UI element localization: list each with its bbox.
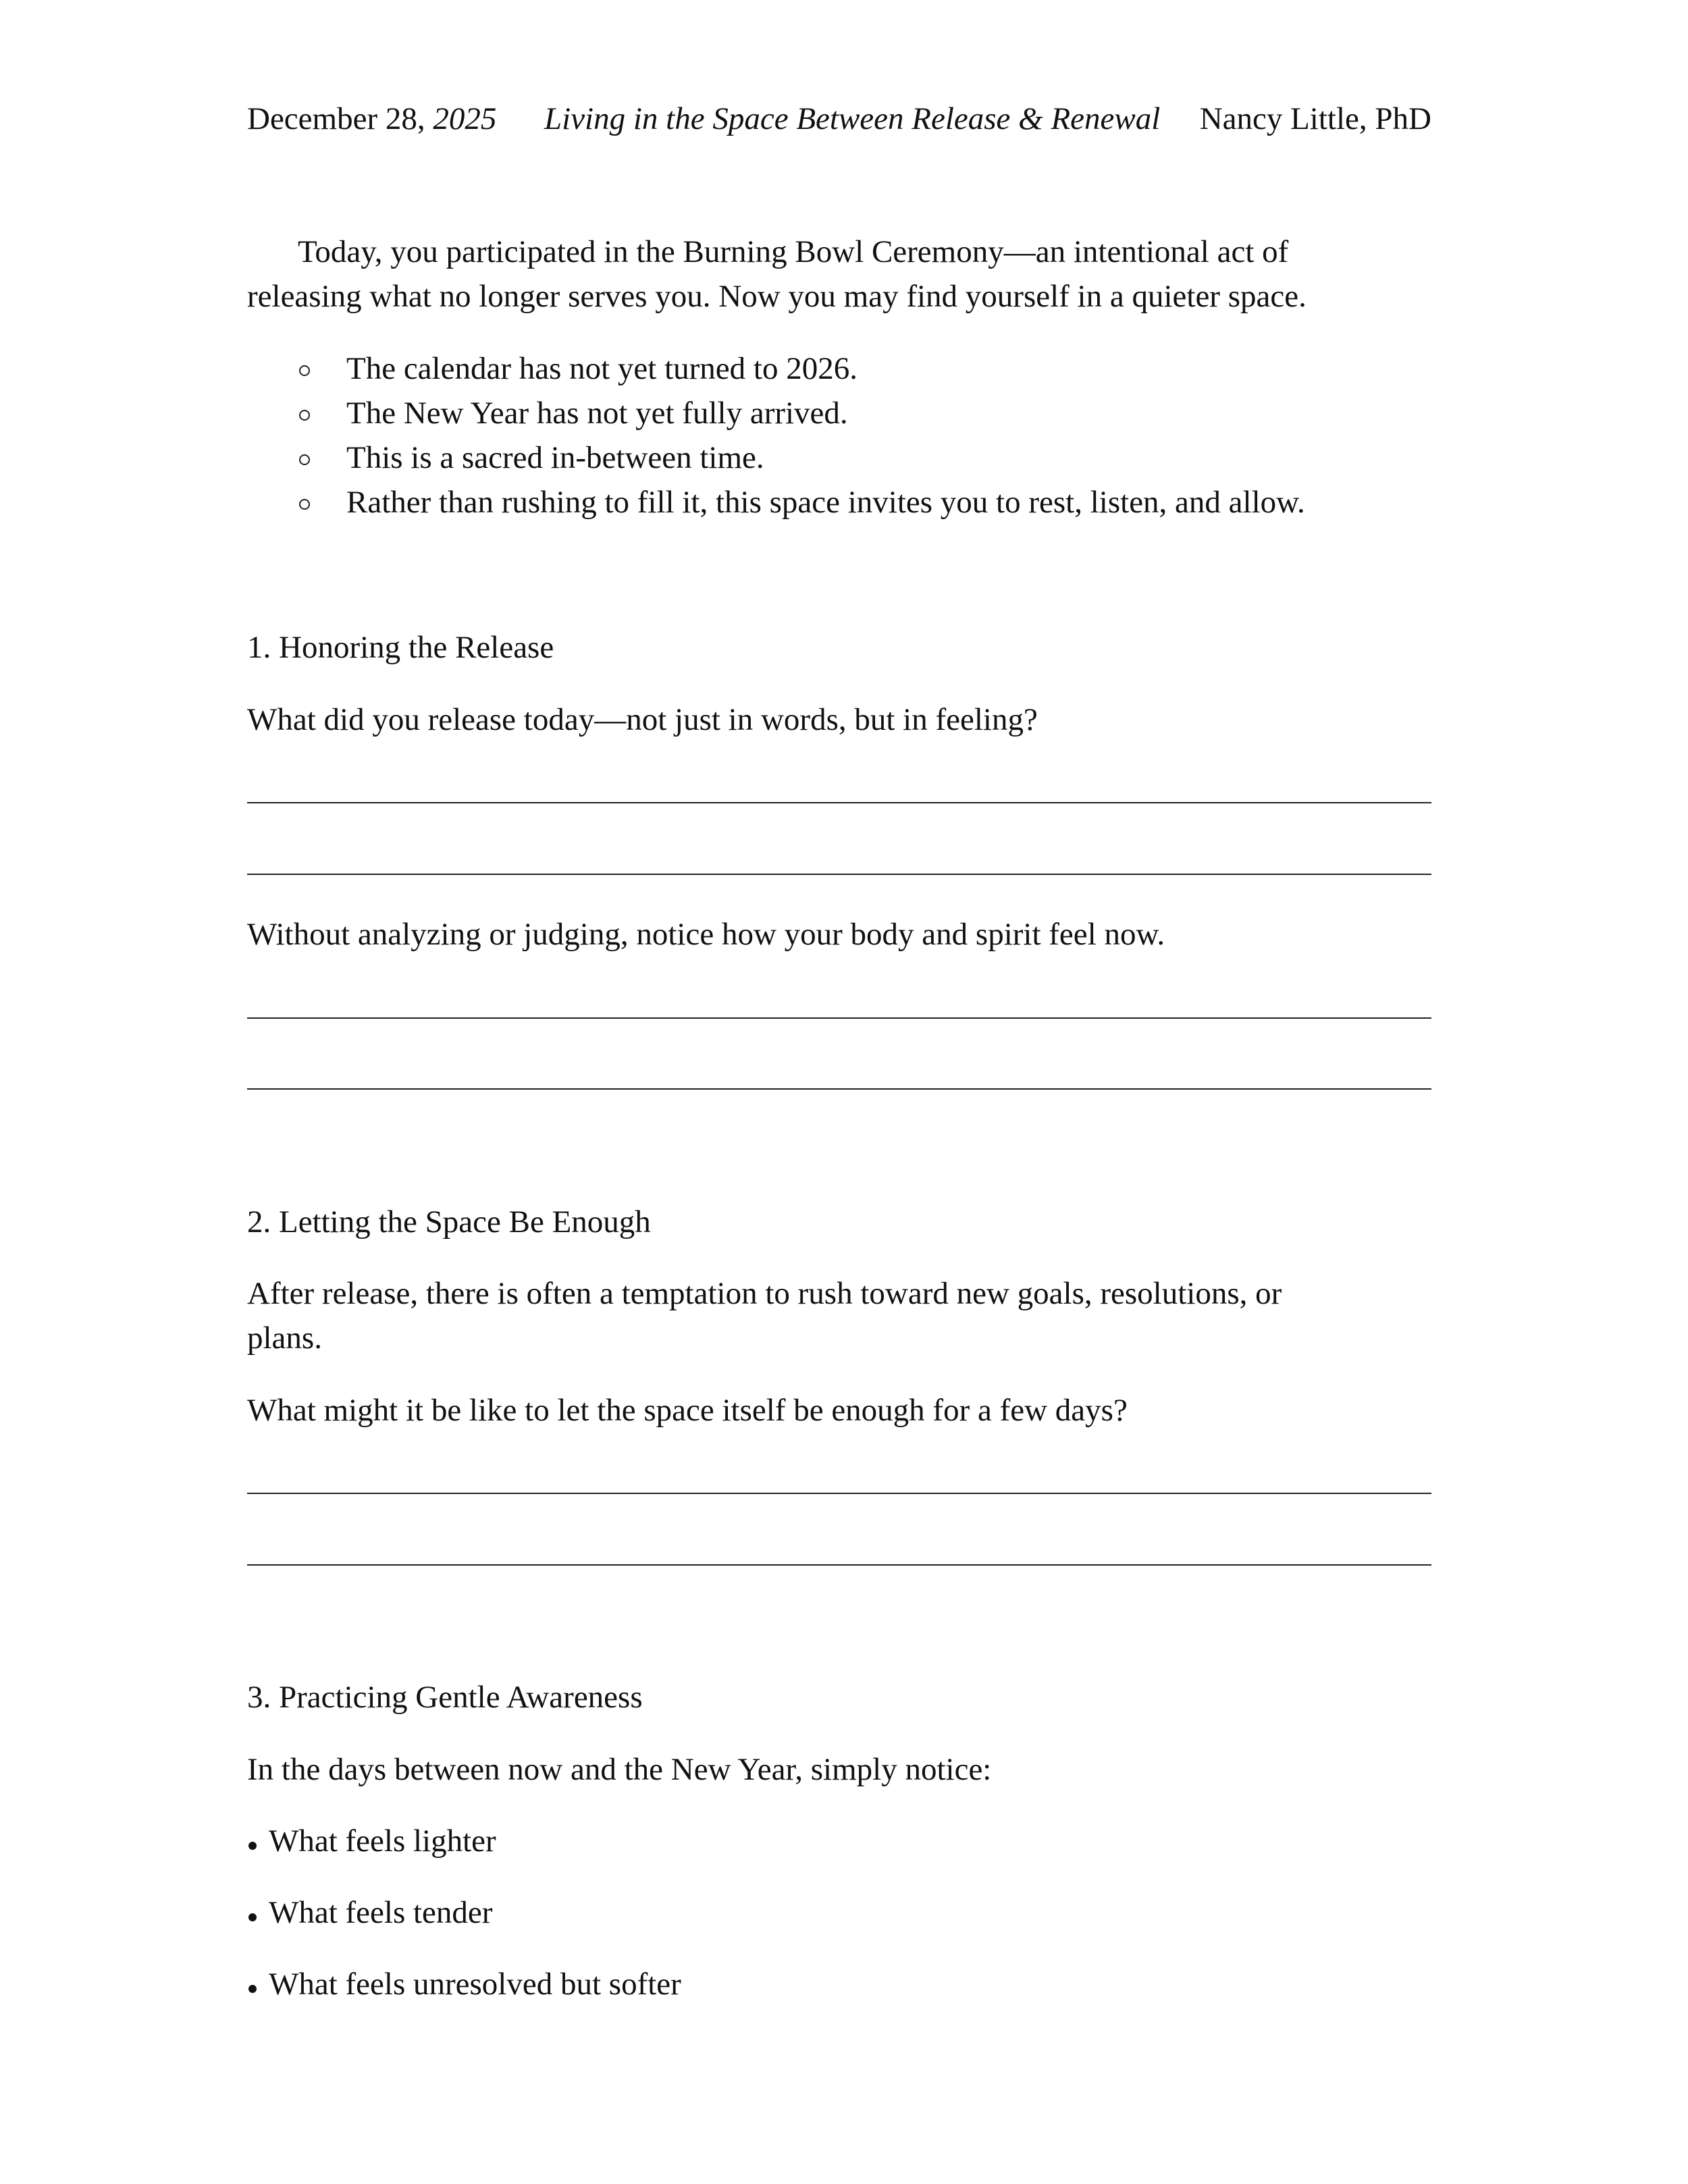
answer-line[interactable] [247,1017,1431,1019]
section-2-prompt: What might it be like to let the space itself be enough for a few days? [247,1393,1128,1428]
answer-line[interactable] [247,1493,1431,1494]
section-3-item-2: What feels tender [269,1895,493,1930]
header-author: Nancy Little, PhD [1199,101,1431,136]
bullet-icon [248,1985,257,1993]
hollow-bullet-icon [299,410,310,421]
section-2-paragraph-line-1: After release, there is often a temptation to rush toward new goals, resolutions, or [247,1276,1282,1311]
hollow-bullet-icon [299,365,310,376]
section-3-item-3: What feels unresolved but softer [269,1967,681,2002]
section-3-heading: 3. Practicing Gentle Awareness [247,1680,643,1715]
intro-line-2: releasing what no longer serves you. Now you may find yourself in a quieter space. [247,279,1307,314]
answer-line[interactable] [247,1564,1431,1566]
section-3-intro: In the days between now and the New Year, simply notice: [247,1752,992,1787]
section-1-prompt-1: What did you release today—not just in words, but in feeling? [247,702,1038,737]
intro-line-1: Today, you participated in the Burning Bowl Ceremony—an intentional act of [298,234,1289,269]
answer-line[interactable] [247,874,1431,875]
header-title: Living in the Space Between Release & Renewal [544,101,1161,136]
intro-bullet-2: The New Year has not yet fully arrived. [346,396,848,431]
section-1-prompt-2: Without analyzing or judging, notice how your body and spirit feel now. [247,917,1165,952]
hollow-bullet-icon [299,499,310,510]
intro-bullet-1: The calendar has not yet turned to 2026. [346,351,858,386]
answer-line[interactable] [247,802,1431,803]
intro-bullet-3: This is a sacred in-between time. [346,440,764,475]
header-date [247,97,496,141]
section-1-heading: 1. Honoring the Release [247,630,554,665]
section-3-item-1: What feels lighter [269,1823,496,1859]
header-date-prefix: December 28, [247,101,433,136]
hollow-bullet-icon [299,454,310,465]
section-2-paragraph-line-2: plans. [247,1321,322,1356]
intro-bullet-4: Rather than rushing to fill it, this space invites you to rest, listen, and allow. [346,485,1305,520]
header-date-year: 2025 [433,101,497,136]
bullet-icon [248,1913,257,1921]
bullet-icon [248,1842,257,1850]
answer-line[interactable] [247,1088,1431,1090]
section-2-heading: 2. Letting the Space Be Enough [247,1204,651,1240]
